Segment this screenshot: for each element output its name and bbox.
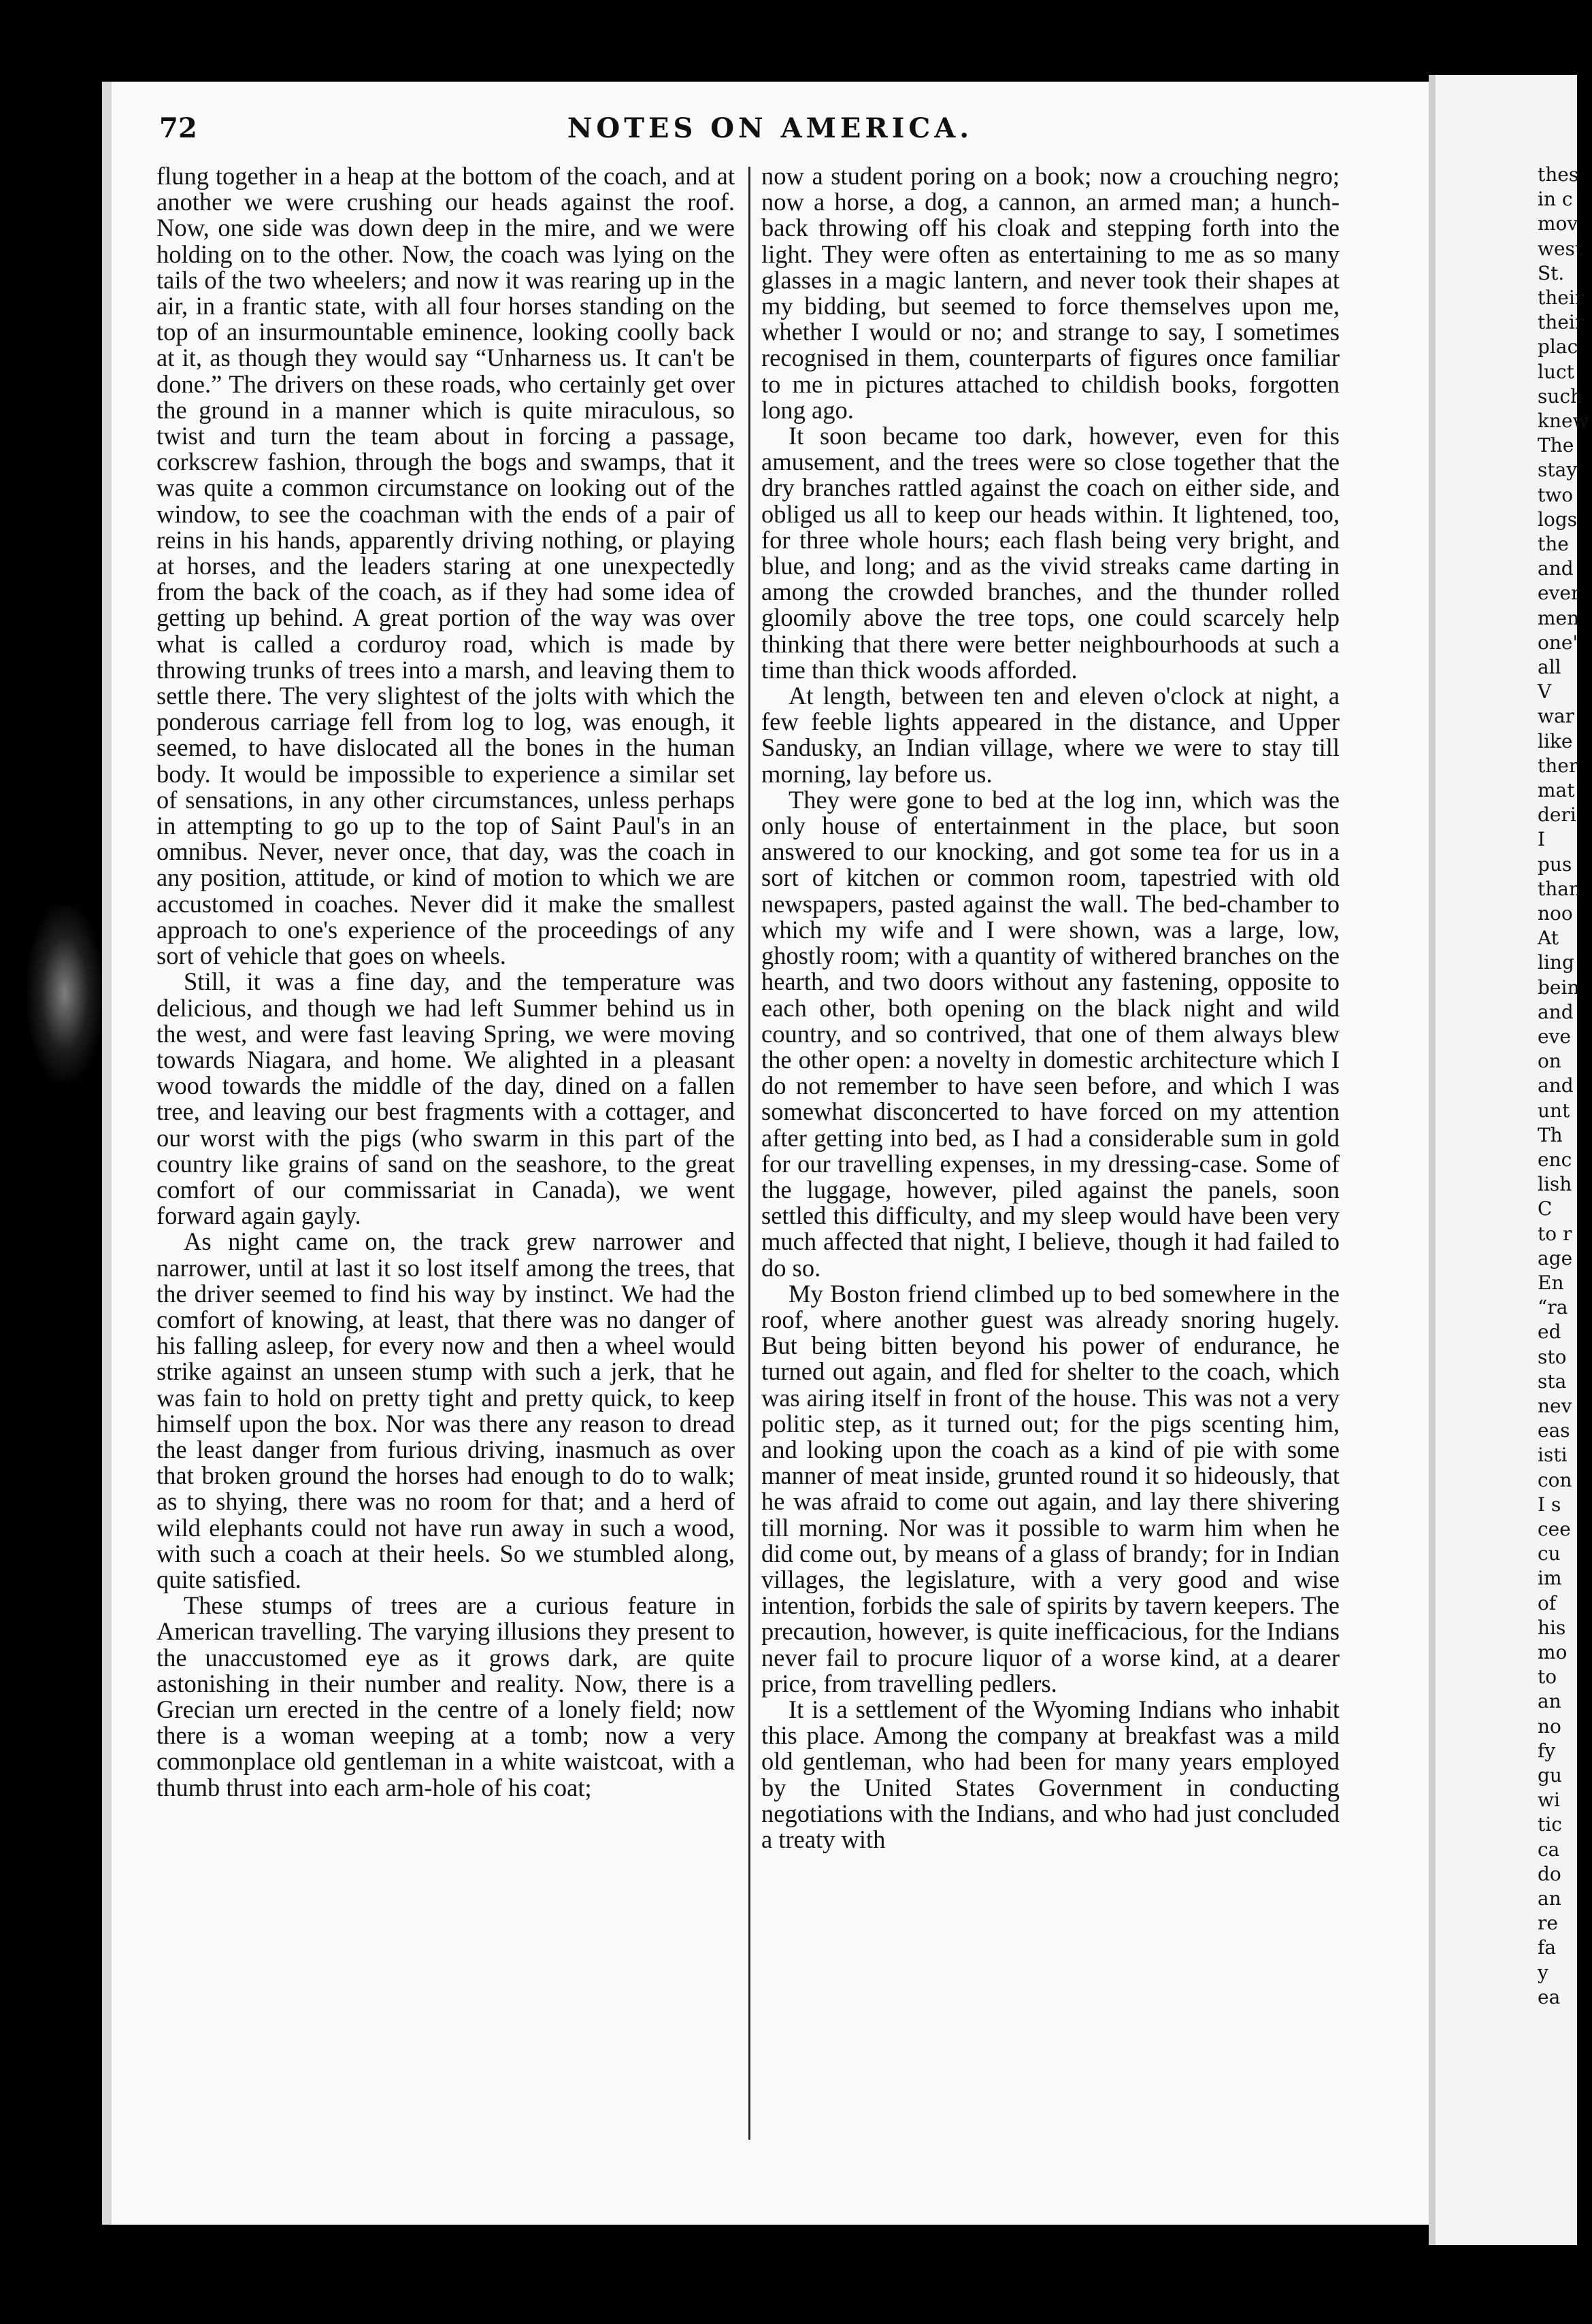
next-page-fragment: eve bbox=[1538, 1025, 1571, 1048]
next-page-fragment: fa bbox=[1538, 1936, 1557, 1959]
next-page-fragment: on bbox=[1538, 1050, 1561, 1073]
next-page-fragment: tic bbox=[1538, 1813, 1562, 1836]
next-page-fragment: plac bbox=[1538, 335, 1578, 359]
next-page-fragment: The bbox=[1538, 434, 1574, 457]
next-page-fragment: Th bbox=[1538, 1123, 1563, 1146]
next-page-fragment: ther bbox=[1538, 754, 1578, 777]
next-page-fragment: such bbox=[1538, 384, 1583, 408]
next-page-fragment: thes bbox=[1538, 163, 1579, 186]
next-page-fragment: ever bbox=[1538, 582, 1580, 605]
next-page-fragment: an bbox=[1538, 1887, 1561, 1910]
next-page-fragment: no bbox=[1538, 1714, 1561, 1738]
paragraph: My Boston friend climbed up to bed somewhere in the roof, where another guest was already snoring hugely. But being bitten beyond his power of endurance, he turned out again, and fled for shelter to the coach, which was airing itself in front of the house. This was not a very politic step, as it turned out; for the pigs scenting him, and looking upon the coach as a kind of pie with some manner of meat inside, grunted round it so hideously, that he was afraid to come out again, and lay there shivering till morning. Nor was it possible to warm him when he did come out, by means of a glass of brandy; for in Indian villages, the legislature, with a very good and wise intention, forbids the sale of spirits by tavern keepers. The precaution, however, is quite inefficacious, for the Indians never fail to procure liquor of a worse kind, at a dearer price, from travelling pedlers. bbox=[761, 1279, 1340, 1697]
next-page-fragment: lish bbox=[1538, 1173, 1572, 1196]
next-page-fragment: cu bbox=[1538, 1542, 1561, 1565]
book-page bbox=[102, 82, 1429, 2225]
paragraph: now a student poring on a book; now a crouching negro; now a horse, a dog, a cannon, an armed man; a hunch-back throwing off his cloak and stepping forth into the light. They were often as entertaining to me as so many glasses in a magic lantern, and never took their shapes at my bidding, but seemed to force themselves upon me, whether I would or no; and strange to say, I sometimes recognised in them, counterparts of figures once familiar to me in pictures attached to childish books, forgotten long ago. bbox=[761, 162, 1340, 424]
next-page-fragment: and bbox=[1538, 557, 1574, 580]
page-header bbox=[112, 112, 1429, 153]
paragraph: flung together in a heap at the bottom of the coach, and at another we were crushing our heads against the roof. Now, one side was down deep in the mire, and we were holding on to the other. Now, the coach was lying on the tails of the two wheelers; and now it was rearing up in the air, in a frantic state, with all four horses standing on the top of an insurmountable eminence, looking coolly back at it, as though they would say “Unharness us. It can't be done.” The drivers on these roads, who certainly get over the ground in a manner which is quite miraculous, so twist and turn the team about in forcing a passage, corkscrew fashion, through the bogs and swamps, that it was quite a common circumstance on looking out of the window, to see the coachman with the ends of a pair of reins in his hands, apparently driving nothing, or playing at horses, and the leaders staring at one unexpectedly from the back of the coach, as if they had some idea of getting up behind. A great portion of the way was over what is called a corduroy road, which is made by throwing trunks of trees into a marsh, and leaving them to settle there. The very slightest of the jolts with which the ponderous carriage fell from log to log, was enough, it seemed, to have dislocated all the bones in the human body. It would be impossible to experience a similar set of sensations, in any other circumstances, unless perhaps in attempting to go up to the top of Saint Paul's in an omnibus. Never, never once, that day, was the coach in any position, attitude, or kind of motion to which we are accustomed in coaches. Never did it make the smallest approach to one's experience of the proceedings of any sort of vehicle that goes on wheels. bbox=[156, 162, 735, 970]
next-page-fragment: one' bbox=[1538, 631, 1578, 654]
next-page-fragment: of bbox=[1538, 1591, 1557, 1614]
next-page-fragment: the bbox=[1538, 533, 1569, 555]
left-text-column bbox=[156, 163, 735, 2136]
next-page-fragment: two bbox=[1538, 483, 1574, 506]
next-page-fragment: C bbox=[1538, 1197, 1553, 1221]
next-page-fragment: En bbox=[1538, 1272, 1564, 1294]
next-page-fragment: sto bbox=[1538, 1345, 1567, 1368]
next-page-fragment: cee bbox=[1538, 1518, 1571, 1540]
next-page-fragment: y bbox=[1538, 1961, 1548, 1984]
next-page-fragment: logs bbox=[1538, 508, 1578, 531]
next-page-fragment: mo bbox=[1538, 1641, 1568, 1663]
next-page-fragment: in c bbox=[1538, 188, 1573, 211]
paragraph: These stumps of trees are a curious feature in American travelling. The varying illusions they present to the unaccustomed eye as it grows dark, are quite astonishing in their number and reality. Now, there is a Grecian urn erected in the centre of a lonely field; now there is a woman weeping at a tomb; now a very commonplace old gentleman in a white waistcoat, with a thumb thrust into each arm-hole of his coat; bbox=[156, 1591, 735, 1802]
next-page-fragment: like bbox=[1538, 729, 1573, 752]
next-page-fragment: stay bbox=[1538, 459, 1578, 482]
next-page-fragment: wi bbox=[1538, 1789, 1560, 1812]
next-page-fragment: im bbox=[1538, 1567, 1562, 1590]
next-page-fragment: ea bbox=[1538, 1985, 1561, 2008]
next-page-fragment: his bbox=[1538, 1616, 1566, 1639]
scan-smudge bbox=[27, 905, 102, 1082]
next-page-fragment: I s bbox=[1538, 1493, 1561, 1516]
next-page-fragment: than bbox=[1538, 877, 1582, 900]
next-page-fragment: men bbox=[1538, 606, 1580, 629]
paragraph: At length, between ten and eleven o'clock at night, a few feeble lights appeared in the distance, and Upper Sandusky, an Indian village, where we were to stay till morning, lay before us. bbox=[761, 682, 1340, 788]
next-page-fragment: isti bbox=[1538, 1444, 1568, 1467]
next-page-fragment: to r bbox=[1538, 1222, 1572, 1245]
right-text-column bbox=[761, 163, 1340, 2136]
next-page-fragment: their bbox=[1538, 286, 1585, 309]
next-page-fragment: gu bbox=[1538, 1764, 1562, 1787]
next-page-fragment: I bbox=[1538, 828, 1546, 851]
next-page-fragment: enc bbox=[1538, 1148, 1572, 1171]
page-number: 72 bbox=[159, 112, 197, 144]
next-page-fragment: unt bbox=[1538, 1099, 1570, 1122]
next-page-fragment: age bbox=[1538, 1246, 1573, 1269]
next-page-fragment: all bbox=[1538, 656, 1561, 678]
next-page-fragment: sta bbox=[1538, 1370, 1567, 1393]
paragraph: It soon became too dark, however, even for this amusement, and the trees were so close together that the dry branches rattled against the coach on either side, and obliged us all to keep our heads within. It lightened, too, for three whole hours; each flash being very bright, and blue, and long; and as the vivid streaks came darting in among the crowded branches, and the thunder rolled gloomily above the tree tops, one could scarcely help thinking that there were better neighbourhoods at such a time than thick woods afforded. bbox=[761, 422, 1340, 684]
next-page-fragment: their bbox=[1538, 311, 1585, 334]
next-page-fragment: and bbox=[1538, 1000, 1574, 1023]
next-page-fragment: an bbox=[1538, 1690, 1561, 1713]
next-page-fragment: do bbox=[1538, 1862, 1561, 1885]
column-divider bbox=[748, 167, 750, 2140]
next-page-fragment: and bbox=[1538, 1074, 1574, 1097]
next-page-fragment: ling bbox=[1538, 951, 1574, 974]
next-page-fragment: pus bbox=[1538, 852, 1572, 876]
next-page-fragment: At bbox=[1538, 927, 1559, 950]
next-page-fragment: V bbox=[1538, 680, 1552, 703]
paragraph: They were gone to bed at the log inn, which was the only house of entertainment in the place, but soon answered to our knocking, and got some tea for us in a sort of kitchen or common room, tapestried with old newspapers, pasted against the wall. The bed-chamber to which my wife and I were shown, was a large, low, ghostly room; with a quantity of withered branches on the hearth, and two doors without any fastening, opposite to each other, both opening on the black night and wild country, and so contrived, that one of them always blew the other open: a novelty in domestic architecture which I do not remember to have seen before, and which I was somewhat disconcerted to have forced on my attention after getting into bed, as I had a considerable sum in gold for our travelling expenses, in my dressing-case. Some of the luggage, however, piled against the panels, soon settled this difficulty, and my sleep would have been very much affected that night, I believe, though it had failed to do so. bbox=[761, 785, 1340, 1282]
next-page-fragment: west bbox=[1538, 237, 1583, 260]
next-page-fragment: fy bbox=[1538, 1739, 1556, 1762]
next-page-fragment: ed bbox=[1538, 1321, 1561, 1344]
paragraph: Still, it was a fine day, and the temperature was delicious, and though we had left Summer behind us in the west, and were fast leaving Spring, we were moving towards Niagara, and home. We alighted in a pleasant wood towards the middle of the day, dined on a fallen tree, and leaving our best fragments with a cottager, and our worst with the pigs (who swarm in this part of the country like grains of sand on the seashore, to the great comfort of our commissariat in Canada), we went forward again gayly. bbox=[156, 967, 735, 1230]
adjacent-page-edge bbox=[1429, 75, 1589, 2245]
paragraph: As night came on, the track grew narrower and narrower, until at last it so lost itself among the trees, that the driver seemed to find his way by instinct. We had the comfort of knowing, at least, that there was no danger of his falling asleep, for every now and then a wheel would strike against an unseen stump with such a jerk, that he was fain to hold on pretty tight and pretty quick, to keep himself upon the box. Nor was there any reason to dread the least danger from furious driving, inasmuch as over that broken ground the horses had enough to do to walk; as to shying, there was no room for that; and a herd of wild elephants could not have run away in such a wood, with such a coach at their heels. So we stumbled along, quite satisfied. bbox=[156, 1227, 735, 1593]
next-page-fragment: “ra bbox=[1538, 1296, 1568, 1319]
next-page-fragment: to bbox=[1538, 1665, 1557, 1689]
paragraph: It is a settlement of the Wyoming Indians who inhabit this place. Among the company at breakfast was a mild old gentleman, who had been for many years employed by the United States Government in conducting negotiations with the Indians, and who had just concluded a treaty with bbox=[761, 1695, 1340, 1853]
next-page-fragment: bein bbox=[1538, 976, 1580, 999]
next-page-fragment: nev bbox=[1538, 1395, 1572, 1417]
next-page-fragment: mat bbox=[1538, 779, 1575, 801]
next-page-fragment: deri bbox=[1538, 803, 1576, 827]
next-page-fragment: noo bbox=[1538, 902, 1573, 925]
next-page-fragment: St. bbox=[1538, 261, 1565, 284]
next-page-fragment: eas bbox=[1538, 1419, 1570, 1442]
next-page-fragment: re bbox=[1538, 1912, 1558, 1935]
next-page-fragment: mov bbox=[1538, 212, 1578, 235]
next-page-fragment: luct bbox=[1538, 360, 1574, 383]
next-page-fragment: war bbox=[1538, 705, 1575, 728]
next-page-fragment: con bbox=[1538, 1468, 1572, 1491]
next-page-fragment: ca bbox=[1538, 1838, 1560, 1861]
next-page-fragment: knew bbox=[1538, 410, 1589, 432]
running-head: NOTES ON AMERICA. bbox=[567, 112, 974, 144]
